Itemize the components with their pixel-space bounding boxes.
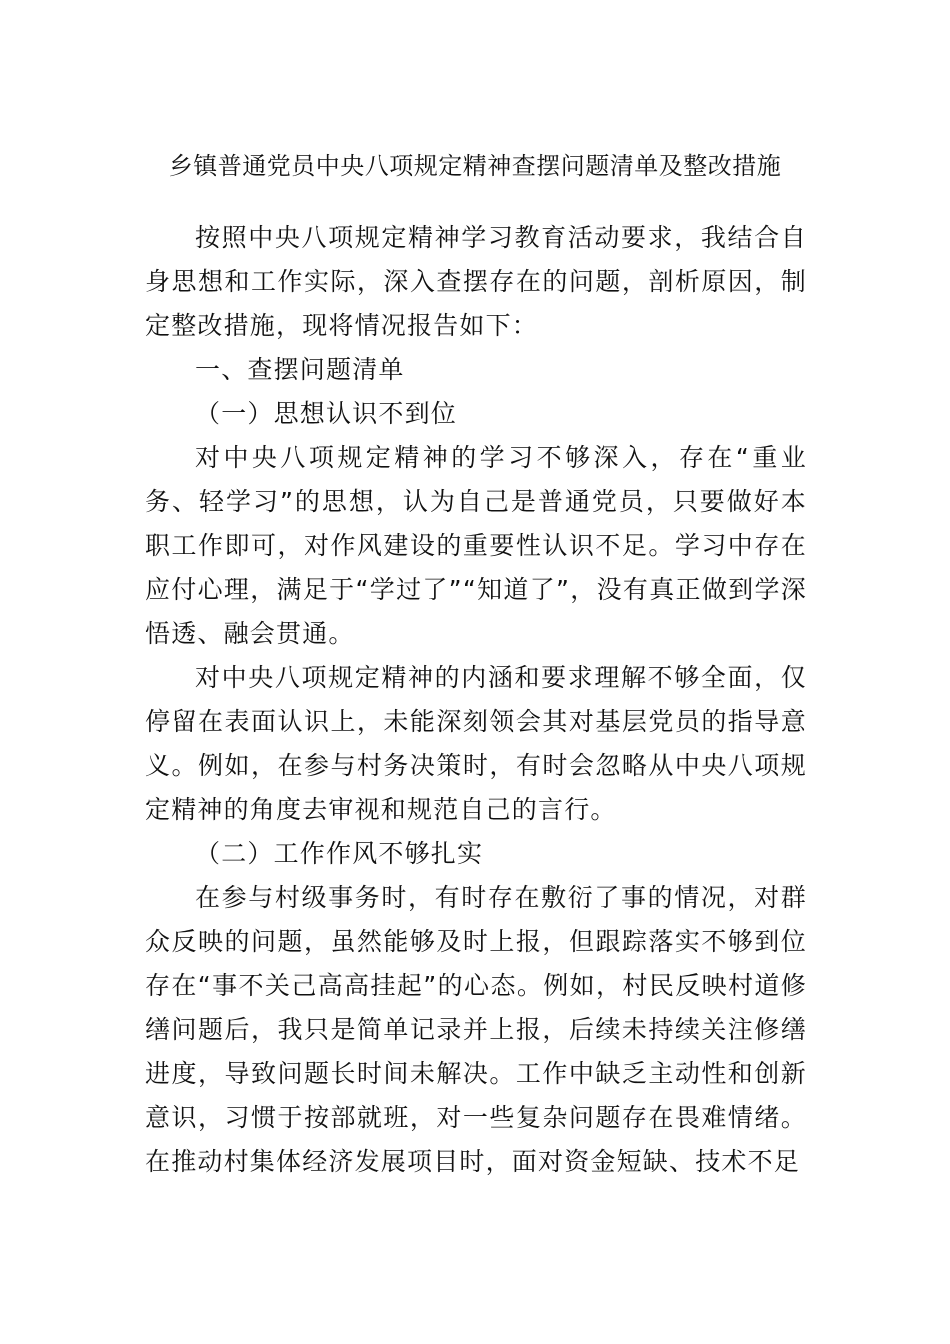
document-title: 乡镇普通党员中央八项规定精神查摆问题清单及整改措施: [168, 152, 782, 180]
document-body: [145, 216, 807, 1184]
subsection-heading-1: （一）思想认识不到位: [195, 399, 458, 428]
subsection-heading-2: （二）工作作风不够扎实: [195, 839, 484, 868]
paragraph: 对中央八项规定精神的学习不够深入，存在“重业务、轻学习”的思想，认为自己是普通党员，只要做好本职工作即可，对作风建设的重要性认识不足。学习中存在应付心理，满足于“学过了”“知道了”，没有真正做到学深悟透、融会贯通。: [145, 443, 807, 648]
paragraph: 在参与村级事务时，有时存在敷衍了事的情况，对群众反映的问题，虽然能够及时上报，但跟踪落实不够到位存在“事不关己高高挂起”的心态。例如，村民反映村道修缮问题后，我只是简单记录并上报，后续未持续关注修缮进度，导致问题长时间未解决。工作中缺乏主动性和创新意识，习惯于按部就班，对一些复杂问题存在畏难情绪。在推动村集体经济发展项目时，面对资金短缺、技术不足: [145, 883, 807, 1176]
paragraph: 对中央八项规定精神的内涵和要求理解不够全面，仅停留在表面认识上，未能深刻领会其对基层党员的指导意义。例如，在参与村务决策时，有时会忽略从中央八项规定精神的角度去审视和规范自己的言行。: [145, 663, 807, 824]
intro-paragraph: 按照中央八项规定精神学习教育活动要求，我结合自身思想和工作实际，深入查摆存在的问题，剖析原因，制定整改措施，现将情况报告如下：: [145, 223, 807, 340]
section-heading-1: 一、查摆问题清单: [195, 355, 405, 384]
